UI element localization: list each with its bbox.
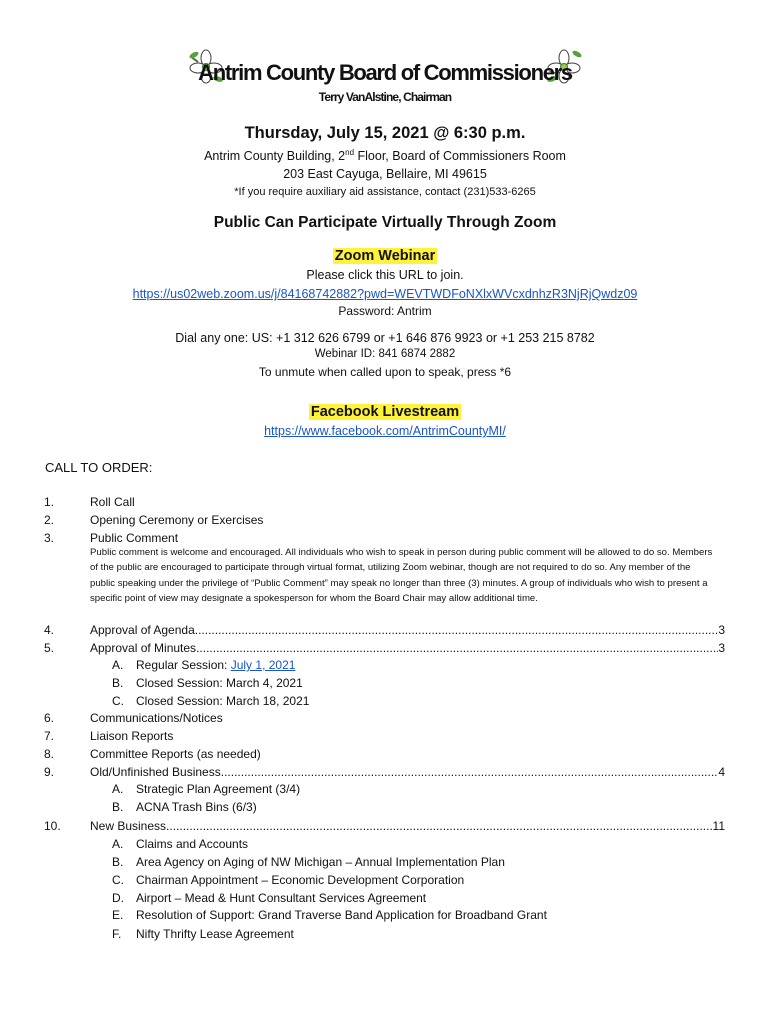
public-comment-text: Public comment is welcome and encouraged. All individuals who wish to speak in person during public comment will be allowed to do so. Members of the public are encouraged to participate through virtual format, utilizing Zoom webinar, though are not required to do so. Any member of the public speaking under the privilege of “Public Comment” may speak no longer than three (3) minutes. A group of individuals who wish to present a specific point of view may designate a spokesperson for whom the Board Chair may allow additional time. [90,547,713,604]
webinar-id: Webinar ID: 841 6874 2882 [314,348,456,360]
meeting-address: 203 East Cayuga, Bellaire, MI 49615 [283,167,487,181]
sub-item: A. Strategic Plan Agreement (3/4) [112,782,301,796]
agenda-item: 3. Public Comment [44,531,179,545]
agenda-item: 7. Liaison Reports [44,729,174,743]
letterhead [0,46,770,108]
unmute-instructions: To unmute when called upon to speak, press *6 [258,365,512,379]
minutes-link[interactable]: July 1, 2021 [230,658,296,672]
agenda-item: 8. Committee Reports (as needed) [44,747,261,761]
agenda-item: 4. Approval of Agenda ..... 3 [0,623,770,641]
sub-item: E. Resolution of Support: Grand Traverse Band Application for Broadband Grant [112,908,547,922]
agenda-item: 2. Opening Ceremony or Exercises [44,513,264,527]
sub-item: A. Regular Session: July 1, 2021 [112,658,296,672]
page-ref: 4 [718,765,725,779]
sub-item: C. Closed Session: March 18, 2021 [112,694,310,708]
page-ref: 3 [718,623,725,637]
meeting-date: Thursday, July 15, 2021 @ 6:30 p.m. [244,124,526,142]
zoom-instructions: Please click this URL to join. [306,268,464,282]
sub-item: A. Claims and Accounts [112,837,249,851]
agenda-item: 9. Old/Unfinished Business ..... 4 [0,765,770,783]
page-ref: 3 [718,641,725,655]
sub-item: B. Area Agency on Aging of NW Michigan – Annual Implementation Plan [112,855,505,869]
page-ref: 11 [712,819,725,833]
zoom-heading: Zoom Webinar [334,248,436,264]
sub-item: D. Airport – Mead & Hunt Consultant Services Agreement [112,891,427,905]
agenda-item: 6. Communications/Notices [44,711,223,725]
zoom-password: Password: Antrim [338,304,432,318]
facebook-link[interactable]: https://www.facebook.com/AntrimCountyMI/ [264,424,506,438]
dial-in-numbers: Dial any one: US: +1 312 626 6799 or +1 646 876 9923 or +1 253 215 8782 [175,331,595,345]
agenda-item: 1. Roll Call [44,495,135,509]
chairman-name: Terry VanAlstine, Chairman [318,90,452,104]
call-to-order: CALL TO ORDER: [45,460,153,475]
board-title: Antrim County Board of Commissioners [198,60,572,85]
agenda-item: 10. New Business ..... 11 [0,819,770,837]
sub-item: F. Nifty Thrifty Lease Agreement [112,927,294,941]
sub-item: B. Closed Session: March 4, 2021 [112,676,303,690]
sub-item: C. Chairman Appointment – Economic Development Corporation [112,873,465,887]
facebook-heading: Facebook Livestream [310,404,460,420]
meeting-location: Antrim County Building, 2nd Floor, Board of Commissioners Room [204,148,566,164]
aid-note: *If you require auxiliary aid assistance, contact (231)533-6265 [234,186,536,198]
virtual-heading: Public Can Participate Virtually Through Zoom [213,214,557,231]
agenda-item: 5. Approval of Minutes ..... 3 [0,641,770,659]
sub-item: B. ACNA Trash Bins (6/3) [112,800,257,814]
zoom-link[interactable]: https://us02web.zoom.us/j/84168742882?pwd=WEVTWDFoNXlxWVcxdnhzR3NjRjQwdz09 [132,287,638,301]
